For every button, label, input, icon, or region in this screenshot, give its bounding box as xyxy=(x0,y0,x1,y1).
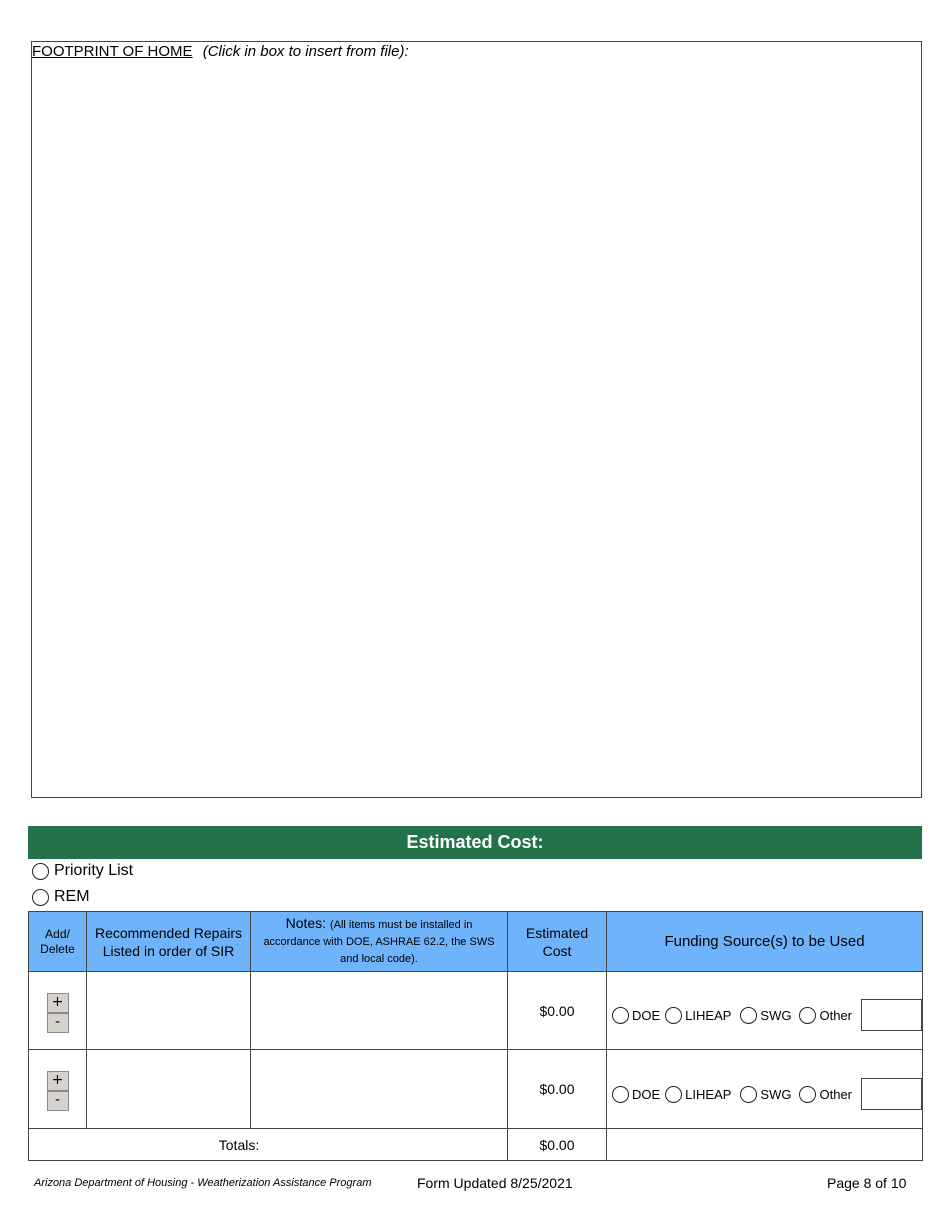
doe-label: DOE xyxy=(632,1086,661,1102)
footprint-image-box[interactable] xyxy=(31,41,922,798)
cost-field[interactable]: $0.00 xyxy=(508,972,607,1050)
repair-field[interactable] xyxy=(87,972,251,1050)
estimated-cost-column-header xyxy=(508,912,607,972)
footer-page-number: Page 8 of 10 xyxy=(827,1175,907,1191)
funding-option-swg[interactable] xyxy=(740,1007,791,1024)
table-row xyxy=(29,972,923,1050)
swg-radio[interactable] xyxy=(740,1007,757,1024)
table-header-row xyxy=(29,912,923,972)
notes-field[interactable] xyxy=(251,1050,508,1129)
repairs-header xyxy=(87,912,251,972)
footer-organization: Arizona Department of Housing - Weatherization Assistance Program xyxy=(34,1177,372,1189)
other-label: Other xyxy=(819,1086,852,1102)
funding-cell xyxy=(607,972,923,1050)
repairs-table xyxy=(28,911,923,1161)
swg-label: SWG xyxy=(760,1086,792,1102)
repairs-header-line2: Listed in order of SIR xyxy=(102,942,235,959)
priority-list-label: Priority List xyxy=(54,862,134,879)
totals-cost: $0.00 xyxy=(508,1129,607,1161)
priority-list-radio[interactable] xyxy=(32,863,49,880)
rem-radio[interactable] xyxy=(32,889,49,906)
rem-label: REM xyxy=(54,888,90,905)
cost-header-line1: Estimated xyxy=(525,924,589,941)
add-row-button[interactable]: + xyxy=(47,1071,69,1091)
swg-label: SWG xyxy=(760,1008,792,1023)
liheap-label: LIHEAP xyxy=(685,1086,732,1102)
funding-option-swg[interactable] xyxy=(740,1086,791,1103)
funding-option-doe[interactable] xyxy=(612,1086,660,1103)
liheap-radio[interactable] xyxy=(665,1007,682,1024)
notes-header-label: Notes: xyxy=(285,915,327,931)
other-label: Other xyxy=(819,1008,852,1023)
priority-list-option[interactable] xyxy=(32,862,133,880)
footprint-hint: (Click in box to insert from file): xyxy=(202,43,409,60)
footprint-title: FOOTPRINT OF HOME xyxy=(32,43,193,60)
rem-option[interactable] xyxy=(32,888,90,906)
delete-row-button[interactable]: - xyxy=(47,1013,69,1033)
footer-form-updated: Form Updated 8/25/2021 xyxy=(417,1175,573,1191)
add-delete-header xyxy=(29,912,87,972)
funding-option-other[interactable] xyxy=(799,1007,852,1024)
footprint-label xyxy=(32,43,409,60)
add-row-button[interactable]: + xyxy=(47,993,69,1013)
delete-row-button[interactable]: - xyxy=(47,1091,69,1111)
other-funding-input[interactable] xyxy=(861,1078,922,1110)
funding-option-liheap[interactable] xyxy=(665,1007,731,1024)
other-radio[interactable] xyxy=(799,1086,816,1103)
totals-label: Totals: xyxy=(29,1129,508,1161)
notes-header-detail: (All items must be installed in accordance with DOE, ASHRAE 62.2, the SWS and local code). xyxy=(263,919,495,965)
doe-radio[interactable] xyxy=(612,1007,629,1024)
doe-label: DOE xyxy=(632,1008,661,1023)
funding-header: Funding Source(s) to be Used xyxy=(607,912,923,972)
add-delete-header-line2: Delete xyxy=(40,941,75,956)
totals-funding-cell xyxy=(607,1129,923,1161)
notes-field[interactable] xyxy=(251,972,508,1050)
estimated-cost-header: Estimated Cost: xyxy=(28,826,922,859)
repair-field[interactable] xyxy=(87,1050,251,1129)
other-funding-input[interactable] xyxy=(861,999,922,1031)
liheap-radio[interactable] xyxy=(665,1086,682,1103)
funding-cell xyxy=(607,1050,923,1129)
swg-radio[interactable] xyxy=(740,1086,757,1103)
funding-option-doe[interactable] xyxy=(612,1007,660,1024)
funding-option-liheap[interactable] xyxy=(665,1086,731,1103)
table-row xyxy=(29,1050,923,1129)
totals-row xyxy=(29,1129,923,1161)
add-delete-header-line1: Add/ xyxy=(45,926,70,941)
funding-option-other[interactable] xyxy=(799,1086,852,1103)
doe-radio[interactable] xyxy=(612,1086,629,1103)
notes-header xyxy=(251,912,508,972)
add-delete-cell xyxy=(29,1050,87,1129)
cost-header-line2: Cost xyxy=(542,942,572,959)
add-delete-cell xyxy=(29,972,87,1050)
other-radio[interactable] xyxy=(799,1007,816,1024)
liheap-label: LIHEAP xyxy=(685,1008,732,1023)
repairs-header-line1: Recommended Repairs xyxy=(94,924,243,941)
cost-field[interactable]: $0.00 xyxy=(508,1050,607,1129)
